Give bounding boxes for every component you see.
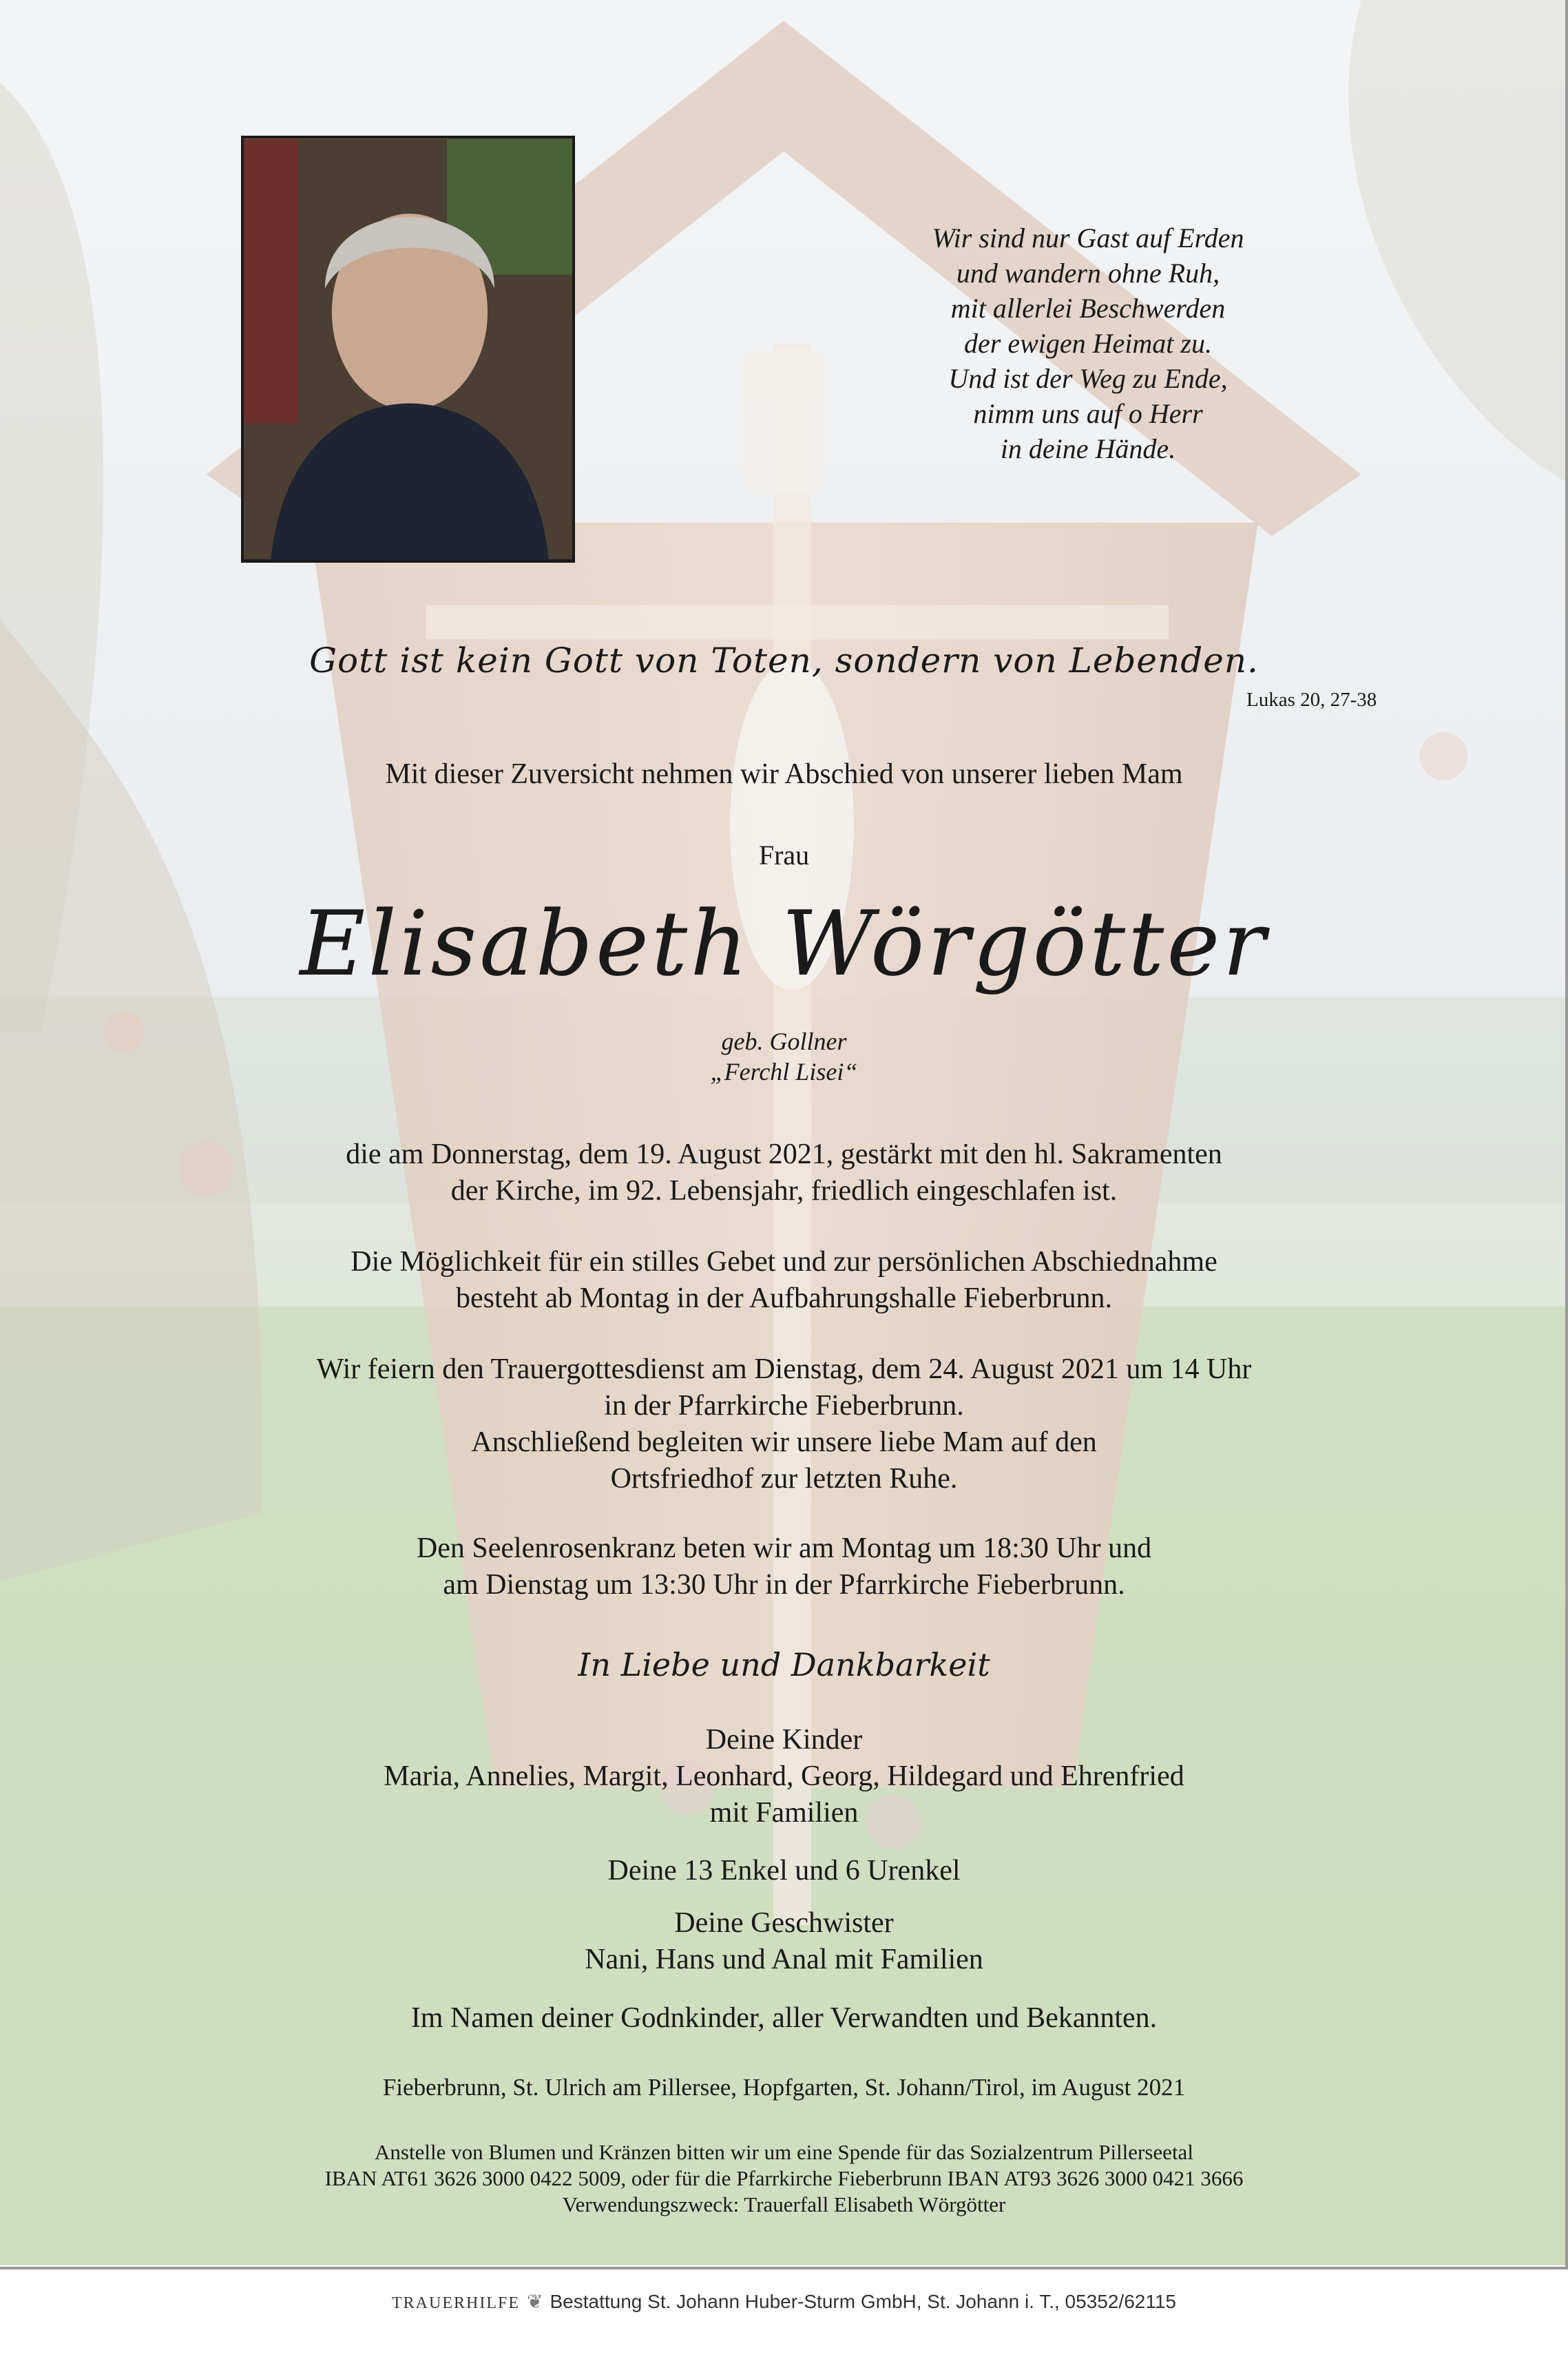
text-line: mit Familien — [709, 1797, 859, 1829]
portrait-photo — [241, 136, 575, 563]
death-notice — [0, 1136, 1568, 1209]
text-line: am Dienstag um 13:30 Uhr in der Pfarrkirche Fieberbrunn. — [443, 1569, 1125, 1601]
maiden-name-block — [0, 1026, 1568, 1087]
footer-text: Bestattung St. Johann Huber-Sturm GmbH, St. Johann i. T., 05352/62115 — [550, 2291, 1176, 2312]
text-line: der Kirche, im 92. Lebensjahr, friedlich eingeschlafen ist. — [450, 1175, 1118, 1207]
gratitude-heading: In Liebe und Dankbarkeit — [578, 1646, 990, 1683]
text-line: Verwendungszweck: Trauerfall Elisabeth Wörgötter — [562, 2192, 1006, 2216]
intro-line: Mit dieser Zuversicht nehmen wir Abschied von unserer lieben Mam — [385, 758, 1183, 790]
deceased-name: Elisabeth Wörgötter — [300, 891, 1268, 996]
text-line: Nani, Hans und Anal mit Familien — [585, 1944, 983, 1975]
poem-line: der ewigen Heimat zu. — [964, 328, 1212, 359]
text-line: Ortsfriedhof zur letzten Ruhe. — [610, 1463, 958, 1495]
poem-line: mit allerlei Beschwerden — [950, 293, 1226, 324]
text-line: Wir feiern den Trauergottesdienst am Dienstag, dem 24. August 2021 um 14 Uhr — [316, 1353, 1252, 1385]
text-line: Den Seelenrosenkranz beten wir am Montag um 18:30 Uhr und — [416, 1532, 1152, 1564]
honorific: Frau — [758, 840, 810, 871]
donation-notice — [0, 2139, 1568, 2218]
mourners-children — [0, 1722, 1568, 1831]
verse-reference: Lukas 20, 27-38 — [1246, 689, 1377, 711]
text-line: besteht ab Montag in der Aufbahrungshalle Fieberbrunn. — [456, 1282, 1112, 1314]
poem-line: und wandern ohne Ruh, — [956, 258, 1220, 289]
viewing-notice — [0, 1244, 1568, 1317]
text-line: die am Donnerstag, dem 19. August 2021, gestärkt mit den hl. Sakramenten — [346, 1139, 1222, 1170]
poem-line: Und ist der Weg zu Ende, — [948, 363, 1228, 394]
leaf-icon: ❦ — [527, 2291, 543, 2312]
poem-line: Wir sind nur Gast auf Erden — [932, 222, 1244, 253]
text-line: in der Pfarrkirche Fieberbrunn. — [604, 1390, 964, 1422]
text-line: Maria, Annelies, Margit, Leonhard, Georg, Hildegard und Ehrenfried — [384, 1760, 1184, 1792]
text-line: Anschließend begleiten wir unsere liebe Mam auf den — [471, 1426, 1097, 1458]
footer — [0, 2290, 1568, 2313]
funeral-notice — [0, 1351, 1568, 1497]
text-line: Deine 13 Enkel und 6 Urenkel — [607, 1855, 961, 1887]
mourners-grandchildren — [0, 1853, 1568, 1889]
maiden-name: geb. Gollner — [721, 1028, 847, 1055]
mourners-others — [0, 2000, 1568, 2037]
place-date: Fieberbrunn, St. Ulrich am Pillersee, Hopfgarten, St. Johann/Tirol, im August 2021 — [382, 2074, 1186, 2101]
text-line: Deine Geschwister — [674, 1907, 894, 1939]
text-line: IBAN AT61 3626 3000 0422 5009, oder für die Pfarrkirche Fieberbrunn IBAN AT93 3626 3000 0421 3666 — [324, 2166, 1244, 2190]
poem-line: nimm uns auf o Herr — [973, 398, 1203, 429]
mourners-siblings — [0, 1905, 1568, 1978]
poem-line: in deine Hände. — [1000, 433, 1176, 464]
nickname: „Ferchl Lisei“ — [710, 1058, 858, 1085]
footer-brand: TRAUERHILFE — [392, 2294, 521, 2312]
text-line: Anstelle von Blumen und Kränzen bitten wir um eine Spende für das Sozialzentrum Pillerseetal — [375, 2140, 1193, 2164]
text-line: Im Namen deiner Godnkinder, aller Verwandten und Bekannten. — [410, 2002, 1158, 2034]
bible-verse: Gott ist kein Gott von Toten, sondern von Lebenden. — [309, 641, 1259, 680]
text-line: Deine Kinder — [705, 1724, 863, 1756]
rosary-notice — [0, 1530, 1568, 1603]
text-line: Die Möglichkeit für ein stilles Gebet und zur persönlichen Abschiednahme — [351, 1246, 1217, 1278]
poem — [840, 220, 1336, 466]
